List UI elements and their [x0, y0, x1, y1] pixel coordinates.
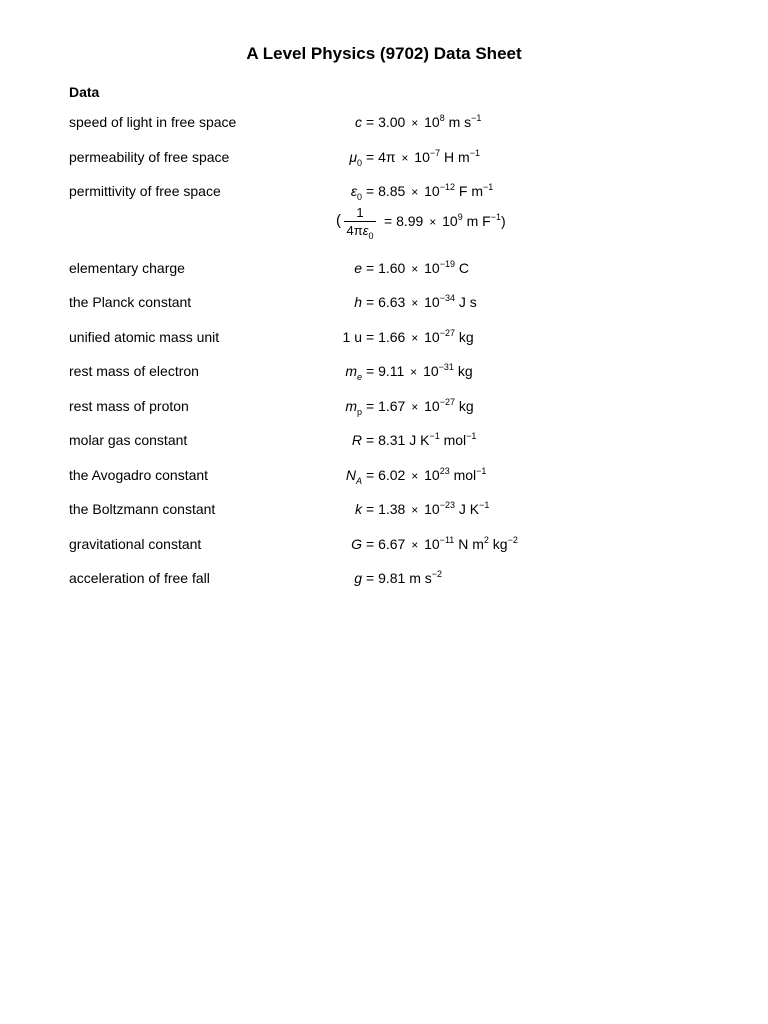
constant-row [0, 181, 768, 203]
symbol-subscript: e [356, 372, 362, 382]
unit-exponent: 2 [483, 535, 489, 545]
constant-row [0, 465, 768, 487]
denominator-subscript: 0 [368, 231, 374, 241]
constant-value: = $1.60 \times 10^{-19}$ C [366, 259, 469, 276]
unit-exponent: −1 [476, 466, 487, 476]
value-mantissa: = 4π [366, 149, 396, 165]
constant-row [0, 430, 768, 452]
constant-symbol [345, 363, 362, 382]
constant-value: = $6.67 \times 10^{-11}$ N $m^2$ $kg^{-2}$ [366, 535, 518, 552]
constant-label: rest mass of electron [69, 363, 199, 379]
value-mantissa: = 6.67 [366, 536, 406, 552]
constant-row [0, 147, 768, 169]
symbol-letter: c [355, 114, 362, 130]
symbol-letter: e [354, 260, 362, 276]
constant-row [0, 534, 768, 556]
unit-exponent: −2 [431, 569, 443, 579]
constant-value: = $8.85 \times 10^{-12}$ F $m^{-1}$ [366, 182, 494, 199]
value-exponent: 8 [439, 113, 445, 123]
fraction [343, 204, 377, 240]
constant-label: permeability of free space [69, 149, 230, 165]
value-unit: F m [458, 183, 483, 199]
constant-label: elementary charge [69, 260, 185, 276]
symbol-letter: G [351, 536, 362, 552]
value-exponent: −11 [439, 535, 455, 545]
value-exponent: −19 [439, 259, 455, 269]
value-mantissa: = 6.63 [366, 294, 406, 310]
symbol-letter: 1 u [342, 329, 362, 345]
value-unit: J K [458, 501, 480, 517]
symbol-letter: R [351, 432, 362, 448]
constant-value: = $4\pi \times 10^{-7}$ H $m^{-1}$ [366, 148, 480, 165]
constant-row [0, 292, 768, 314]
value-mantissa: = 1.67 [366, 398, 406, 414]
constant-symbol [355, 501, 362, 517]
constant-row [0, 258, 768, 280]
fraction-unit: m F [466, 213, 491, 229]
constant-symbol [354, 570, 362, 586]
fraction-denominator [343, 222, 377, 240]
value-unit: mol [453, 467, 477, 483]
value-unit-2: mol [443, 432, 467, 448]
open-paren: ( [336, 212, 341, 229]
coulomb-constant-row [0, 204, 768, 244]
constant-row [0, 361, 768, 383]
value-unit: kg [458, 398, 474, 414]
constant-value: = $3.00 \times 10^8$ m $s^{-1}$ [366, 113, 482, 130]
unit-exponent: −1 [429, 431, 440, 441]
value-unit: J K [409, 432, 430, 448]
constant-symbol [351, 183, 362, 202]
constant-label: the Avogadro constant [69, 467, 209, 483]
constant-label: the Planck constant [69, 294, 192, 310]
constant-label: speed of light in free space [69, 114, 237, 130]
value-exponent: −12 [439, 182, 455, 192]
value-mantissa: = 8.85 [366, 183, 406, 199]
unit-exponent: −1 [482, 182, 494, 192]
value-mantissa: = 1.66 [366, 329, 406, 345]
value-unit: kg [457, 363, 473, 379]
fraction-exponent: 9 [457, 212, 463, 222]
constant-symbol [349, 149, 362, 168]
constant-symbol [355, 114, 362, 130]
page-title: A Level Physics (9702) Data Sheet [246, 44, 522, 63]
unit-exponent: −1 [471, 113, 482, 123]
unit-exponent: −1 [479, 500, 490, 510]
value-unit: H m [444, 149, 470, 165]
constant-row [0, 499, 768, 521]
constant-label: permittivity of free space [69, 183, 221, 199]
value-mantissa: = 1.60 [366, 260, 406, 276]
value-unit: J s [458, 294, 477, 310]
constant-value: = $6.63 \times 10^{-34}$ J s [366, 293, 477, 310]
constant-value: = $1.66 \times 10^{-27}$ kg [366, 328, 474, 345]
symbol-letter: g [354, 570, 362, 586]
constant-value [366, 570, 442, 586]
constant-row [0, 112, 768, 134]
value-exponent: −7 [429, 148, 441, 158]
symbol-subscript: 0 [356, 192, 362, 202]
symbol-subscript: 0 [356, 158, 362, 168]
fraction-unit-exponent: −1 [490, 212, 501, 222]
value-mantissa: = 1.38 [366, 501, 406, 517]
value-mantissa: = 8.31 [366, 432, 406, 448]
symbol-letter: μ [349, 149, 357, 165]
symbol-subscript: p [356, 407, 362, 417]
constant-symbol [352, 432, 362, 448]
section-heading: Data [69, 84, 100, 100]
constant-symbol [345, 398, 362, 417]
constant-label: the Boltzmann constant [69, 501, 216, 517]
constant-value: = $6.02 \times 10^{23}$ mol$^{-1}$ [366, 466, 487, 483]
constant-value: = $9.11 \times 10^{-31}$ kg [366, 362, 473, 379]
constant-value: = $1.38 \times 10^{-23}$ J $K^{-1}$ [366, 500, 490, 517]
symbol-letter: m [345, 363, 357, 379]
value-unit: m s [409, 570, 432, 586]
symbol-letter: ε [350, 183, 357, 199]
symbol-letter: h [354, 294, 362, 310]
value-unit: m s [448, 114, 472, 130]
constant-row [0, 396, 768, 418]
constant-row [0, 568, 768, 590]
constant-symbol [354, 260, 362, 276]
constant-row [0, 327, 768, 349]
value-unit: C [458, 260, 469, 276]
constant-value: = $1.67 \times 10^{-27}$ kg [366, 397, 474, 414]
fraction-mantissa: = 8.99 [384, 213, 424, 229]
value-mantissa: = 6.02 [366, 467, 406, 483]
symbol-letter: N [345, 467, 356, 483]
value-exponent: −27 [439, 397, 455, 407]
value-mantissa: = 9.11 [366, 363, 405, 379]
fraction-value: = $8.99 \times 10^9$ m $F^{-1}$) [384, 212, 506, 229]
value-exponent: 23 [439, 466, 450, 476]
fraction-numerator: 1 [356, 205, 364, 220]
value-unit: kg [458, 329, 474, 345]
constant-label: acceleration of free fall [69, 570, 210, 586]
value-exponent: −27 [439, 328, 455, 338]
symbol-letter: k [355, 501, 362, 517]
denominator-symbol: ε [362, 223, 369, 238]
constant-symbol [343, 329, 362, 345]
close-paren: ) [500, 213, 506, 229]
symbol-subscript: A [355, 476, 362, 486]
value-exponent: −23 [439, 500, 455, 510]
constant-label: unified atomic mass unit [69, 329, 220, 345]
constant-symbol [346, 467, 362, 486]
value-exponent: −31 [438, 362, 454, 372]
value-mantissa: = 3.00 [366, 114, 406, 130]
value-unit-2: kg [492, 536, 508, 552]
value-mantissa: = 9.81 [366, 570, 406, 586]
symbol-letter: m [345, 398, 357, 414]
constant-label: molar gas constant [69, 432, 188, 448]
denominator-prefix: 4π [346, 223, 363, 238]
unit-exponent: −1 [469, 148, 480, 158]
constant-label: gravitational constant [69, 536, 202, 552]
value-exponent: −34 [439, 293, 455, 303]
unit-2-exponent: −2 [507, 535, 518, 545]
value-unit: N m [458, 536, 484, 552]
unit-2-exponent: −1 [466, 431, 477, 441]
constant-symbol [354, 294, 362, 310]
constant-symbol [351, 536, 362, 552]
constant-value [366, 432, 476, 448]
constant-label: rest mass of proton [69, 398, 189, 414]
